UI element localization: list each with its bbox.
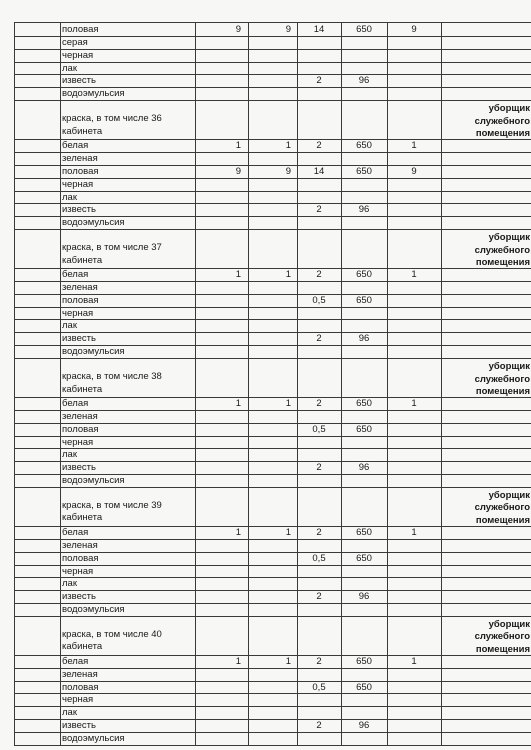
row-name: водоэмульсия bbox=[62, 217, 125, 229]
row-name: водоэмульсия bbox=[62, 346, 125, 358]
row-name: лак bbox=[62, 191, 77, 203]
row-value-c5: 1 bbox=[411, 269, 417, 281]
grid-line bbox=[341, 22, 342, 745]
row-name: водоэмульсия bbox=[62, 733, 125, 744]
row-name: краска, в том числе 36 кабинета bbox=[62, 113, 162, 137]
grid-line bbox=[14, 229, 531, 230]
grid-line bbox=[14, 62, 531, 63]
row-name: белая bbox=[62, 140, 89, 152]
row-value-c4: 96 bbox=[358, 204, 370, 216]
row-name: краска, в том числе 39 кабинета bbox=[62, 499, 162, 524]
row-name: краска, в том числе 38 кабинета bbox=[62, 371, 162, 395]
row-value-c5: 1 bbox=[411, 140, 417, 152]
row-value-c4: 96 bbox=[358, 333, 370, 345]
row-name: лак bbox=[62, 578, 77, 590]
row-value-c2: 1 bbox=[285, 398, 291, 409]
row-value-c2: 1 bbox=[285, 655, 291, 667]
row-name: водоэмульсия bbox=[62, 604, 125, 616]
row-name: зеленая bbox=[62, 410, 98, 422]
row-value-c4: 650 bbox=[356, 526, 372, 538]
row-name: черная bbox=[62, 436, 94, 448]
row-value-c3: 0,5 bbox=[312, 423, 326, 435]
row-value-c5: 1 bbox=[411, 655, 417, 667]
grid-line bbox=[14, 36, 531, 37]
row-value-c4: 650 bbox=[356, 681, 372, 693]
row-name: краска, в том числе 40 кабинета bbox=[62, 628, 162, 653]
row-name: зеленая bbox=[62, 668, 98, 680]
row-value-c4: 650 bbox=[356, 552, 372, 564]
row-name: половая bbox=[62, 552, 99, 564]
row-value-c2: 1 bbox=[285, 140, 291, 152]
row-value-c4: 650 bbox=[356, 398, 372, 409]
row-value-c1: 1 bbox=[235, 269, 241, 281]
row-note: уборщик служебного помещения bbox=[474, 489, 530, 526]
row-name: половая bbox=[62, 423, 99, 435]
row-name: половая bbox=[62, 24, 99, 35]
row-value-c3: 0,5 bbox=[312, 681, 326, 693]
grid-line bbox=[14, 100, 531, 101]
grid-line bbox=[14, 706, 531, 707]
row-name: краска, в том числе 37 кабинета bbox=[62, 242, 162, 266]
row-value-c1: 1 bbox=[235, 655, 241, 667]
row-value-c4: 650 bbox=[356, 269, 372, 281]
row-name: известь bbox=[62, 591, 96, 603]
row-value-c3: 14 bbox=[313, 24, 325, 35]
row-value-c5: 9 bbox=[411, 24, 417, 35]
row-value-c5: 9 bbox=[411, 165, 417, 177]
row-name: водоэмульсия bbox=[62, 475, 125, 487]
grid-line bbox=[195, 22, 196, 745]
grid-line bbox=[14, 191, 531, 192]
row-value-c3: 2 bbox=[316, 75, 322, 87]
row-name: известь bbox=[62, 333, 96, 345]
row-value-c5: 1 bbox=[411, 526, 417, 538]
grid-line bbox=[387, 22, 388, 745]
row-name: лак bbox=[62, 320, 77, 332]
row-name: половая bbox=[62, 165, 99, 177]
row-value-c1: 9 bbox=[235, 24, 241, 35]
row-value-c4: 650 bbox=[356, 294, 372, 306]
row-value-c3: 2 bbox=[316, 140, 322, 152]
row-value-c4: 650 bbox=[356, 24, 372, 35]
grid-line bbox=[248, 22, 249, 745]
row-name: черная bbox=[62, 307, 94, 319]
grid-line bbox=[14, 448, 531, 449]
row-value-c3: 2 bbox=[316, 204, 322, 216]
row-value-c2: 9 bbox=[285, 24, 291, 35]
row-value-c3: 0,5 bbox=[312, 552, 326, 564]
row-name: белая bbox=[62, 398, 89, 409]
row-name: известь bbox=[62, 204, 96, 216]
row-value-c1: 1 bbox=[235, 140, 241, 152]
row-name: зеленая bbox=[62, 281, 98, 293]
row-name: зеленая bbox=[62, 152, 98, 164]
row-value-c1: 9 bbox=[235, 165, 241, 177]
row-name: зеленая bbox=[62, 539, 98, 551]
row-value-c2: 1 bbox=[285, 269, 291, 281]
row-name: известь bbox=[62, 75, 96, 87]
grid-line bbox=[14, 22, 15, 745]
row-name: черная bbox=[62, 694, 94, 706]
row-name: водоэмульсия bbox=[62, 88, 125, 100]
grid-line bbox=[14, 745, 531, 746]
grid-line bbox=[60, 22, 61, 745]
row-name: половая bbox=[62, 294, 99, 306]
row-name: белая bbox=[62, 526, 89, 538]
row-name: известь bbox=[62, 720, 96, 732]
row-name: белая bbox=[62, 269, 89, 281]
row-value-c4: 96 bbox=[358, 720, 370, 732]
row-name: половая bbox=[62, 681, 99, 693]
row-value-c3: 2 bbox=[316, 462, 322, 474]
grid-line bbox=[14, 616, 531, 617]
row-value-c2: 9 bbox=[285, 165, 291, 177]
grid-line bbox=[14, 22, 531, 23]
row-note: уборщик служебного помещения bbox=[474, 232, 530, 269]
grid-line bbox=[14, 577, 531, 578]
grid-line bbox=[14, 319, 531, 320]
row-value-c4: 96 bbox=[358, 462, 370, 474]
row-name: серая bbox=[62, 36, 88, 48]
row-name: лак bbox=[62, 449, 77, 461]
row-value-c2: 1 bbox=[285, 526, 291, 538]
row-value-c4: 650 bbox=[356, 165, 372, 177]
row-value-c1: 1 bbox=[235, 526, 241, 538]
row-value-c3: 2 bbox=[316, 591, 322, 603]
row-value-c1: 1 bbox=[235, 398, 241, 409]
row-name: черная bbox=[62, 49, 94, 61]
row-name: лак bbox=[62, 707, 77, 719]
row-note: уборщик служебного помещения bbox=[474, 618, 530, 655]
row-value-c3: 14 bbox=[313, 165, 325, 177]
grid-line bbox=[297, 22, 298, 745]
row-value-c5: 1 bbox=[411, 398, 417, 409]
row-value-c3: 2 bbox=[316, 333, 322, 345]
row-value-c3: 2 bbox=[316, 655, 322, 667]
row-value-c4: 96 bbox=[358, 591, 370, 603]
row-name: черная bbox=[62, 565, 94, 577]
row-name: белая bbox=[62, 655, 89, 667]
row-value-c3: 2 bbox=[316, 398, 322, 409]
row-value-c3: 0,5 bbox=[312, 294, 326, 306]
row-note: уборщик служебного помещения bbox=[474, 103, 530, 140]
row-value-c4: 96 bbox=[358, 75, 370, 87]
row-value-c4: 650 bbox=[356, 655, 372, 667]
grid-line bbox=[14, 358, 531, 359]
row-value-c3: 2 bbox=[316, 269, 322, 281]
row-value-c4: 650 bbox=[356, 140, 372, 152]
row-value-c3: 2 bbox=[316, 720, 322, 732]
row-name: лак bbox=[62, 62, 77, 74]
row-note: уборщик служебного помещения bbox=[474, 361, 530, 397]
row-name: известь bbox=[62, 462, 96, 474]
row-value-c3: 2 bbox=[316, 526, 322, 538]
grid-line bbox=[14, 487, 531, 488]
row-name: черная bbox=[62, 178, 94, 190]
grid-line bbox=[441, 22, 442, 745]
row-value-c4: 650 bbox=[356, 423, 372, 435]
